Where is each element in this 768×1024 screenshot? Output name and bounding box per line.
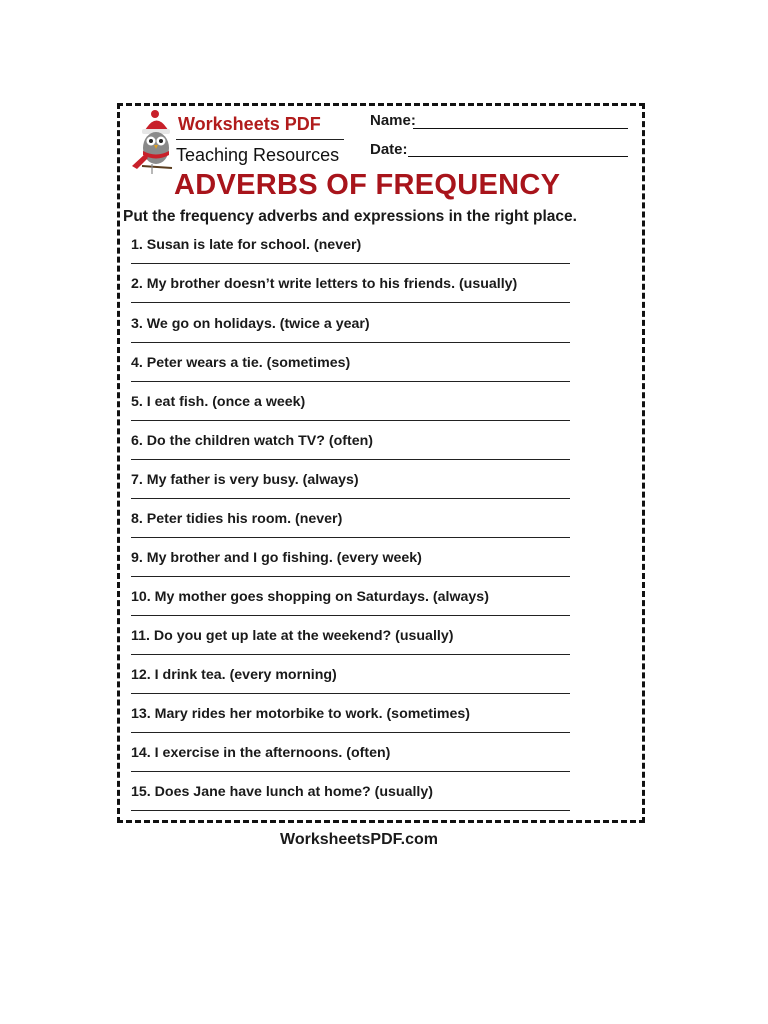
question-text: 7. My father is very busy. (always) — [131, 472, 359, 488]
question-item — [131, 628, 571, 644]
date-field[interactable] — [408, 156, 628, 157]
brand-subtitle: Teaching Resources — [176, 145, 340, 165]
answer-line[interactable] — [131, 693, 570, 694]
question-item — [131, 472, 571, 488]
question-text: 5. I eat fish. (once a week) — [131, 394, 306, 410]
name-label: Name: — [370, 112, 416, 129]
instructions: Put the frequency adverbs and expressions in the right place. — [123, 208, 577, 225]
answer-line[interactable] — [131, 381, 570, 382]
question-item — [131, 355, 571, 371]
footer-website: WorksheetsPDF.com — [280, 831, 438, 848]
answer-line[interactable] — [131, 302, 570, 303]
question-item — [131, 589, 571, 605]
question-item — [131, 706, 571, 722]
question-item — [131, 276, 571, 292]
answer-line[interactable] — [131, 771, 570, 772]
answer-line[interactable] — [131, 459, 570, 460]
question-text: 11. Do you get up late at the weekend? (usually) — [131, 628, 454, 644]
question-text: 13. Mary rides her motorbike to work. (sometimes) — [131, 706, 471, 722]
question-text: 9. My brother and I go fishing. (every week) — [131, 550, 422, 566]
question-text: 12. I drink tea. (every morning) — [131, 667, 337, 683]
answer-line[interactable] — [131, 576, 570, 577]
question-item — [131, 784, 571, 800]
answer-line[interactable] — [131, 537, 570, 538]
answer-line[interactable] — [131, 420, 570, 421]
question-item — [131, 667, 571, 683]
question-item — [131, 745, 571, 761]
worksheet-title: ADVERBS OF FREQUENCY — [174, 169, 561, 201]
brand-title: Worksheets PDF — [178, 114, 321, 134]
question-item — [131, 433, 571, 449]
question-item — [131, 550, 571, 566]
question-item — [131, 394, 571, 410]
question-item — [131, 316, 571, 332]
question-text: 1. Susan is late for school. (never) — [131, 237, 362, 253]
answer-line[interactable] — [131, 342, 570, 343]
question-text: 15. Does Jane have lunch at home? (usually) — [131, 784, 433, 800]
answer-line[interactable] — [131, 498, 570, 499]
question-text: 3. We go on holidays. (twice a year) — [131, 316, 370, 332]
answer-line[interactable] — [131, 615, 570, 616]
answer-line[interactable] — [131, 654, 570, 655]
question-text: 8. Peter tidies his room. (never) — [131, 511, 343, 527]
name-field[interactable] — [413, 128, 628, 129]
question-text: 14. I exercise in the afternoons. (often) — [131, 745, 391, 761]
question-text: 2. My brother doesn’t write letters to his friends. (usually) — [131, 276, 518, 292]
question-text: 10. My mother goes shopping on Saturdays. (always) — [131, 589, 489, 605]
brand-divider — [176, 139, 344, 140]
question-text: 4. Peter wears a tie. (sometimes) — [131, 355, 351, 371]
question-item — [131, 237, 571, 253]
answer-line[interactable] — [131, 810, 570, 811]
question-item — [131, 511, 571, 527]
answer-line[interactable] — [131, 732, 570, 733]
date-label: Date: — [370, 141, 408, 158]
answer-line[interactable] — [131, 263, 570, 264]
question-text: 6. Do the children watch TV? (often) — [131, 433, 373, 449]
